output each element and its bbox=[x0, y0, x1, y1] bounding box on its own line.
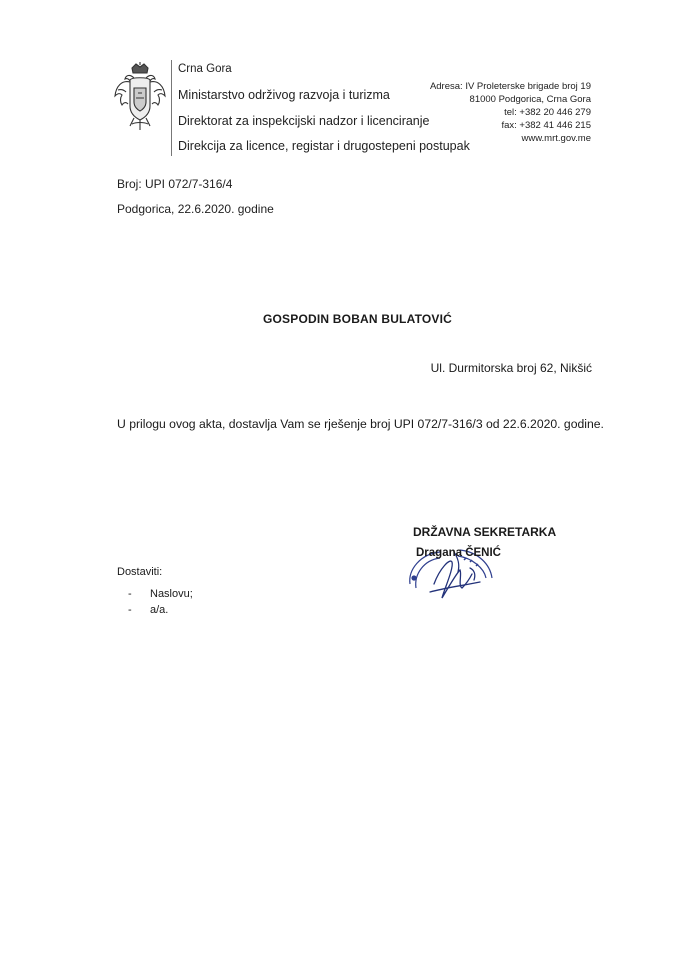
org-ministry: Ministarstvo održivog razvoja i turizma bbox=[178, 88, 390, 102]
signatory-title: DRŽAVNA SEKRETARKA bbox=[413, 525, 557, 539]
signatory-name: Dragana ČENIĆ bbox=[416, 547, 501, 559]
org-country: Crna Gora bbox=[178, 63, 232, 75]
distribution-label: Dostaviti: bbox=[117, 566, 163, 578]
recipient-address: Ul. Durmitorska broj 62, Nikšić bbox=[430, 361, 592, 375]
address-street: Adresa: IV Proleterske brigade broj 19 bbox=[429, 81, 591, 92]
header-divider bbox=[171, 60, 172, 156]
address-block bbox=[430, 80, 591, 145]
list-item: - a/a. bbox=[128, 604, 169, 616]
montenegro-coat-of-arms-icon bbox=[112, 62, 168, 132]
org-directorate-unit: Direkcija za licence, registar i drugostepeni postupak bbox=[178, 139, 470, 153]
org-directorate: Direktorat za inspekcijski nadzor i licenciranje bbox=[178, 114, 430, 128]
reference-number: Broj: UPI 072/7-316/4 bbox=[117, 177, 233, 191]
reference-place-date: Podgorica, 22.6.2020. godine bbox=[117, 202, 274, 216]
address-city: 81000 Podgorica, Crna Gora bbox=[469, 94, 591, 105]
distribution-list bbox=[128, 586, 193, 618]
body-text: U prilogu ovog akta, dostavlja Vam se rješenje broj UPI 072/7-316/3 od 22.6.2020. godine. bbox=[117, 417, 604, 431]
list-item: - Naslovu; bbox=[128, 588, 193, 600]
recipient-name: GOSPODIN BOBAN BULATOVIĆ bbox=[262, 312, 453, 326]
address-tel: tel: +382 20 446 279 bbox=[504, 107, 591, 118]
address-website: www.mrt.gov.me bbox=[521, 133, 591, 144]
address-fax: fax: +382 41 446 215 bbox=[501, 120, 591, 131]
